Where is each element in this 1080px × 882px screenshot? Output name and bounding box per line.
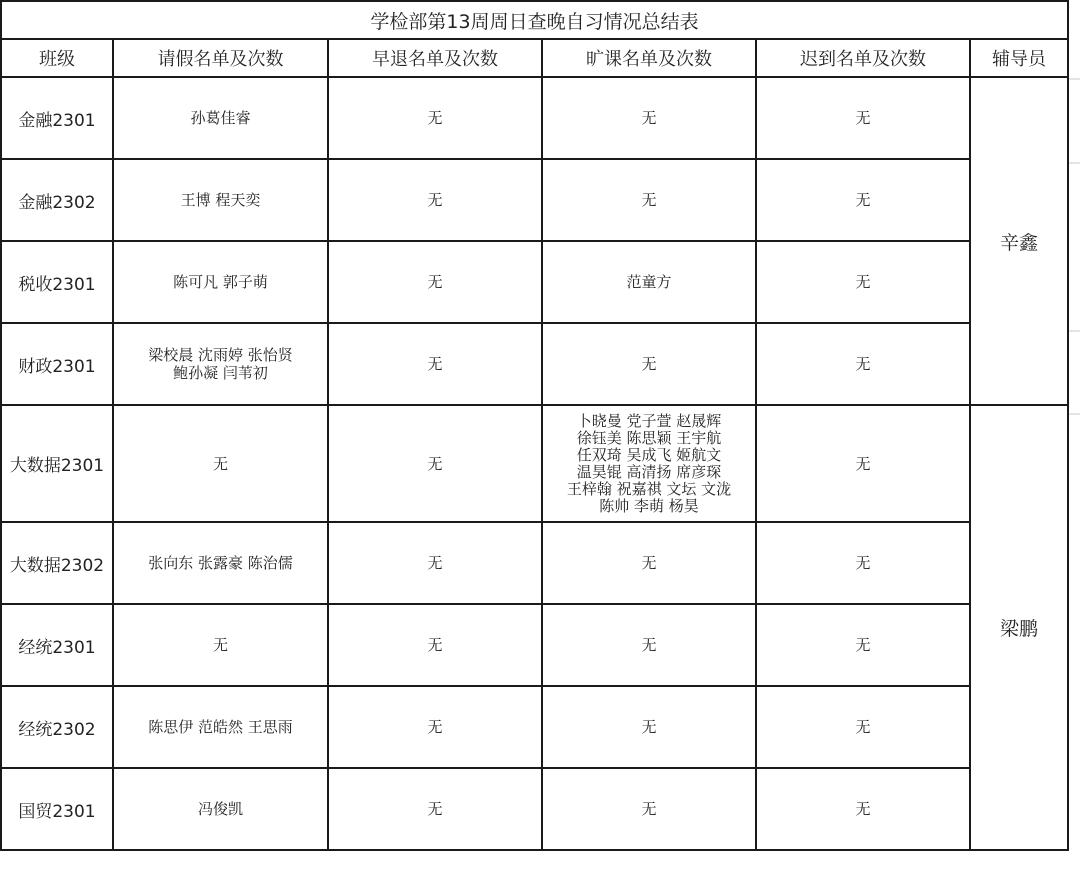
counselor-name-cell: 辛鑫 [970, 77, 1068, 405]
faint-gridline [1069, 78, 1080, 80]
class-name-cell: 大数据2301 [1, 405, 113, 522]
absent-names-line: 王梓翰 祝嘉祺 文坛 文泷 [566, 479, 732, 498]
absent-names-line: 无 [641, 717, 657, 736]
absent-names-line: 无 [641, 553, 657, 572]
absent-names-line: 无 [641, 635, 657, 654]
leave-names-line: 王博 程天奕 [180, 191, 261, 209]
faint-gridline [1069, 330, 1080, 332]
table-row [1, 323, 1068, 405]
absent-list-cell [542, 159, 756, 241]
leave-list-cell [113, 768, 328, 850]
header-leave: 请假名单及次数 [113, 39, 328, 77]
early-leave-cell: 无 [328, 604, 542, 686]
faint-gridline [1069, 413, 1080, 415]
leave-names-line: 梁校晨 沈雨婷 张怡贤 [148, 346, 293, 364]
early-leave-cell: 无 [328, 323, 542, 405]
early-leave-cell: 无 [328, 522, 542, 604]
leave-list-cell [113, 604, 328, 686]
class-name-cell: 经统2302 [1, 686, 113, 768]
header-absent: 旷课名单及次数 [542, 39, 756, 77]
class-name-cell: 金融2301 [1, 77, 113, 159]
table-row [1, 241, 1068, 323]
leave-list-cell [113, 77, 328, 159]
header-class: 班级 [1, 39, 113, 77]
absent-names-line: 无 [641, 108, 657, 127]
absent-list-cell [542, 405, 756, 522]
leave-list-cell [113, 241, 328, 323]
absent-list-cell [542, 323, 756, 405]
late-cell: 无 [756, 77, 970, 159]
leave-names-line: 鲍孙凝 闫苇初 [173, 364, 268, 382]
absent-names-line: 徐钰美 陈思颖 王宇航 [576, 428, 722, 447]
class-name-cell: 税收2301 [1, 241, 113, 323]
table-row [1, 405, 1068, 522]
class-name-cell: 大数据2302 [1, 522, 113, 604]
class-name-cell: 国贸2301 [1, 768, 113, 850]
leave-names-line: 无 [212, 636, 228, 654]
header-counselor: 辅导员 [970, 39, 1068, 77]
counselor-name-cell: 梁鹏 [970, 405, 1068, 850]
faint-gridline [1069, 162, 1080, 164]
late-cell: 无 [756, 768, 970, 850]
absent-names-line: 无 [641, 799, 657, 818]
late-cell: 无 [756, 405, 970, 522]
absent-list-cell [542, 77, 756, 159]
table-row [1, 768, 1068, 850]
leave-names-line: 张向东 张露豪 陈治儒 [148, 554, 293, 572]
absent-list-cell [542, 686, 756, 768]
class-name-cell: 财政2301 [1, 323, 113, 405]
leave-list-cell [113, 323, 328, 405]
leave-names-line: 陈可凡 郭子萌 [173, 273, 268, 291]
absent-names-line: 无 [641, 190, 657, 209]
early-leave-cell: 无 [328, 686, 542, 768]
table-title: 学检部第13周周日查晚自习情况总结表 [1, 1, 1068, 39]
absent-names-line: 无 [641, 354, 657, 373]
table-row [1, 159, 1068, 241]
late-cell: 无 [756, 522, 970, 604]
early-leave-cell: 无 [328, 405, 542, 522]
header-row [1, 39, 1068, 77]
leave-list-cell [113, 159, 328, 241]
table-row [1, 604, 1068, 686]
early-leave-cell: 无 [328, 159, 542, 241]
late-cell: 无 [756, 686, 970, 768]
absent-names-line: 任双琦 吴成飞 姬航文 [576, 445, 722, 464]
late-cell: 无 [756, 241, 970, 323]
header-early: 早退名单及次数 [328, 39, 542, 77]
early-leave-cell: 无 [328, 241, 542, 323]
leave-names-line: 冯俊凯 [197, 800, 243, 818]
table-row [1, 686, 1068, 768]
class-name-cell: 经统2301 [1, 604, 113, 686]
absent-names-line: 温昊锟 高清扬 席彦琛 [576, 462, 722, 481]
leave-list-cell [113, 686, 328, 768]
leave-list-cell [113, 522, 328, 604]
early-leave-cell: 无 [328, 768, 542, 850]
absent-list-cell [542, 768, 756, 850]
leave-names-line: 陈思伊 范皓然 王思雨 [148, 718, 293, 736]
leave-names-line: 孙葛佳睿 [190, 109, 251, 127]
absent-list-cell [542, 522, 756, 604]
class-name-cell: 金融2302 [1, 159, 113, 241]
absent-names-line: 陈帅 李萌 杨昊 [599, 496, 699, 515]
late-cell: 无 [756, 159, 970, 241]
header-late: 迟到名单及次数 [756, 39, 970, 77]
early-leave-cell: 无 [328, 77, 542, 159]
table-row [1, 77, 1068, 159]
absent-names-line: 卜晓曼 党子萱 赵晟辉 [576, 411, 722, 430]
absent-list-cell [542, 241, 756, 323]
late-cell: 无 [756, 604, 970, 686]
absent-names-line: 范童方 [626, 272, 672, 291]
late-cell: 无 [756, 323, 970, 405]
table-row [1, 522, 1068, 604]
leave-list-cell [113, 405, 328, 522]
leave-names-line: 无 [212, 454, 228, 473]
absent-list-cell [542, 604, 756, 686]
